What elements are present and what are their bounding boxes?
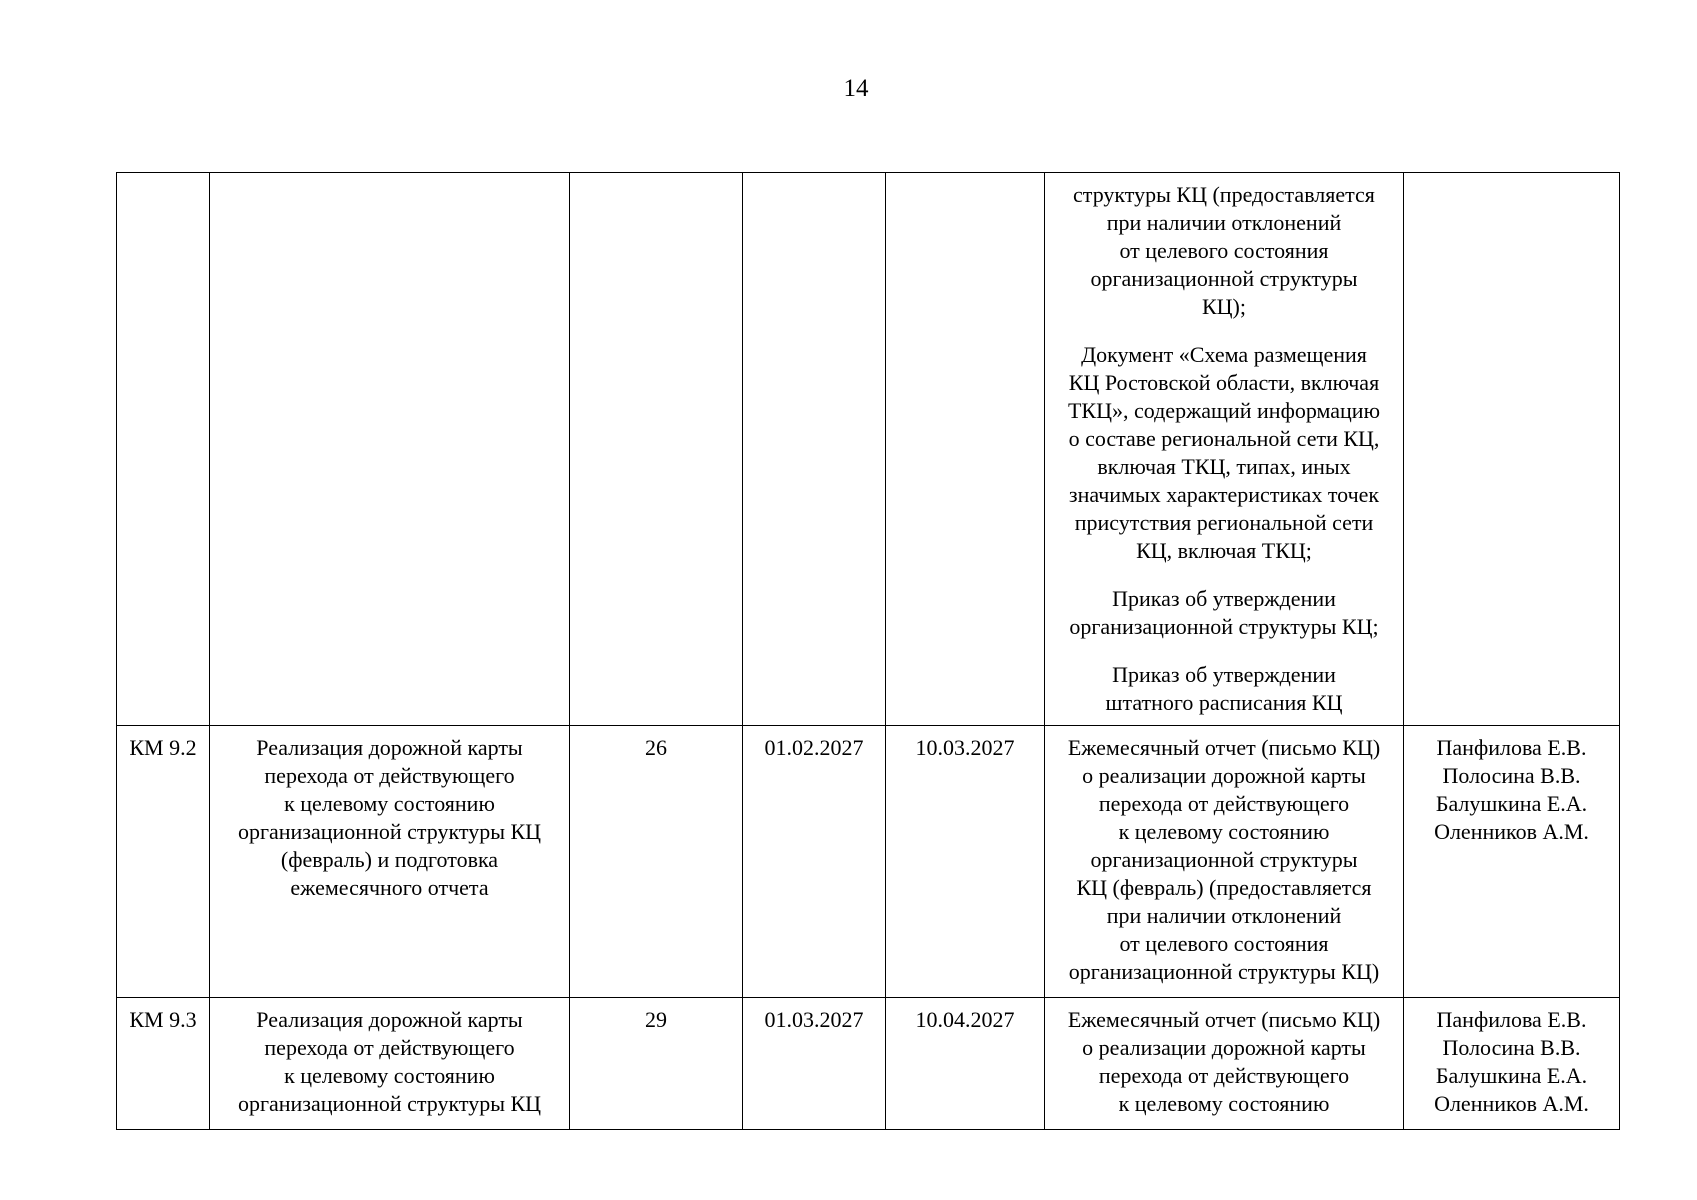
row-responsible-cell: [1404, 173, 1620, 726]
row-responsible-cell: Панфилова Е.В. Полосина В.В. Балушкина Е.А. Оленников А.М.: [1404, 726, 1620, 998]
row-code-cell: [117, 173, 210, 726]
row-code-cell: КМ 9.3: [117, 998, 210, 1130]
row-duration-cell: [570, 173, 743, 726]
row-end-date-cell: [886, 173, 1045, 726]
result-paragraph: структуры КЦ (предоставляется при наличии отклонений от целевого состояния организационной структуры КЦ);: [1073, 182, 1375, 319]
table-row: [117, 998, 1620, 1130]
result-paragraph: Приказ об утверждении организационной структуры КЦ;: [1069, 586, 1379, 639]
row-start-date-cell: [743, 173, 886, 726]
result-paragraph: Приказ об утверждении штатного расписания КЦ: [1105, 662, 1343, 715]
row-start-date-cell: 01.03.2027: [743, 998, 886, 1130]
row-duration-cell: 26: [570, 726, 743, 998]
table-row: [117, 173, 1620, 726]
row-start-date-cell: 01.02.2027: [743, 726, 886, 998]
page-number: 14: [843, 75, 869, 102]
row-result-cell: [1045, 173, 1404, 726]
row-end-date-cell: 10.03.2027: [886, 726, 1045, 998]
plan-table: [116, 172, 1620, 1130]
result-paragraph: Ежемесячный отчет (письмо КЦ) о реализации дорожной карты перехода от действующего к целевому состоянию организационной структуры КЦ (февраль) (предоставляется при наличии отклонений от целевого состояния организационной структуры КЦ): [1067, 735, 1381, 984]
table-row: [117, 726, 1620, 998]
row-code-cell: КМ 9.2: [117, 726, 210, 998]
row-result-cell: [1045, 998, 1404, 1130]
row-responsible-cell: Панфилова Е.В. Полосина В.В. Балушкина Е.А. Оленников А.М.: [1404, 998, 1620, 1130]
row-duration-cell: 29: [570, 998, 743, 1130]
result-paragraph: Ежемесячный отчет (письмо КЦ) о реализации дорожной карты перехода от действующего к целевому состоянию: [1067, 1007, 1381, 1116]
result-paragraph: Документ «Схема размещения КЦ Ростовской области, включая ТКЦ», содержащий информацию о составе региональной сети КЦ, включая ТКЦ, типах, иных значимых характеристиках точек присутствия региональной сети КЦ, включая ТКЦ;: [1067, 342, 1381, 563]
row-name-cell: Реализация дорожной карты перехода от действующего к целевому состоянию организационной структуры КЦ (февраль) и подготовка ежемесячного отчета: [210, 726, 570, 998]
row-end-date-cell: 10.04.2027: [886, 998, 1045, 1130]
row-name-cell: Реализация дорожной карты перехода от действующего к целевому состоянию организационной структуры КЦ: [210, 998, 570, 1130]
row-name-cell: [210, 173, 570, 726]
row-result-cell: [1045, 726, 1404, 998]
